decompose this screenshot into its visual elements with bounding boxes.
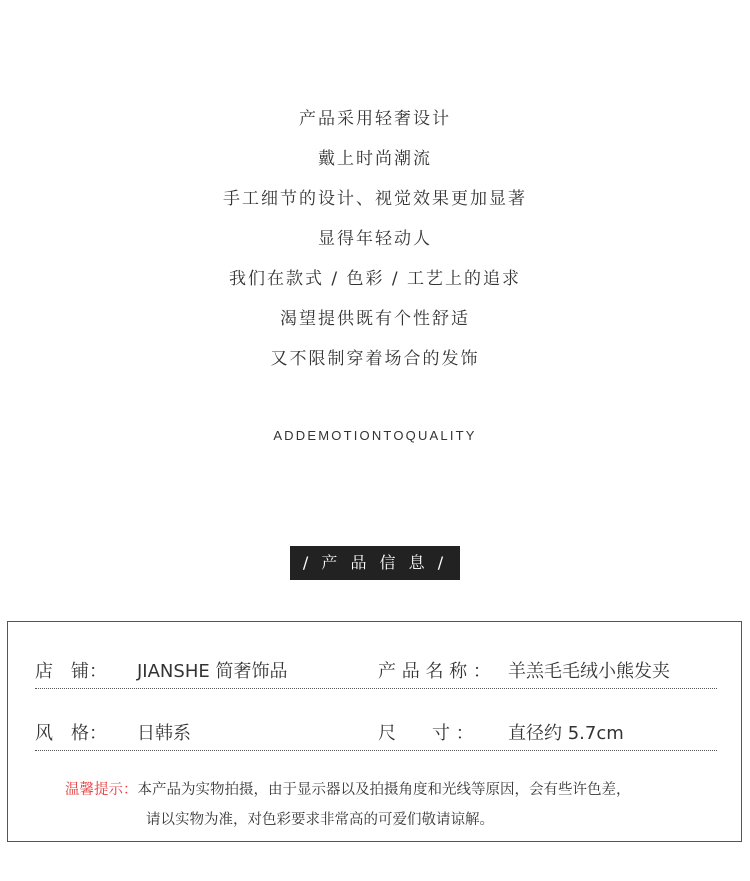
size-label: 尺 寸 ：	[378, 723, 474, 744]
section-title-banner: / 产 品 信 息 /	[290, 546, 460, 580]
notice-line: 请以实物为准，对色彩要求非常高的可爱们敬请谅解。	[146, 812, 494, 828]
product-info-box	[7, 621, 742, 842]
style-value: 日韩系	[137, 723, 191, 744]
intro-line: 我们在款式 / 色彩 / 工艺上的追求	[228, 269, 522, 289]
size-value: 直径约 5.7cm	[508, 723, 624, 744]
product-name-value: 羊羔毛毛绒小熊发夹	[508, 661, 670, 682]
intro-line: 又不限制穿着场合的发饰	[270, 349, 480, 369]
product-name-label: 产 品 名 称 ：	[378, 661, 491, 682]
intro-line: 戴上时尚潮流	[318, 149, 432, 169]
store-label: 店 铺：	[35, 661, 107, 682]
notice-line	[65, 775, 725, 805]
intro-line: 渴望提供既有个性舒适	[280, 309, 470, 329]
store-value: JIANSHE 简奢饰品	[137, 661, 288, 682]
intro-line: 产品采用轻奢设计	[299, 109, 451, 129]
intro-line: 显得年轻动人	[318, 229, 432, 249]
notice-text: 本产品为实物拍摄，由于显示器以及拍摄角度和光线等原因，会有些许色差，	[137, 782, 631, 798]
info-row	[35, 720, 717, 751]
notice	[65, 775, 725, 835]
brand-motto: ADDEMOTIONTOQUALITY	[273, 428, 477, 443]
intro-copy	[0, 104, 750, 384]
style-label: 风 格：	[35, 723, 107, 744]
intro-line: 手工细节的设计、视觉效果更加显著	[223, 189, 527, 209]
info-row	[35, 658, 717, 689]
notice-label: 温馨提示：	[65, 782, 138, 798]
